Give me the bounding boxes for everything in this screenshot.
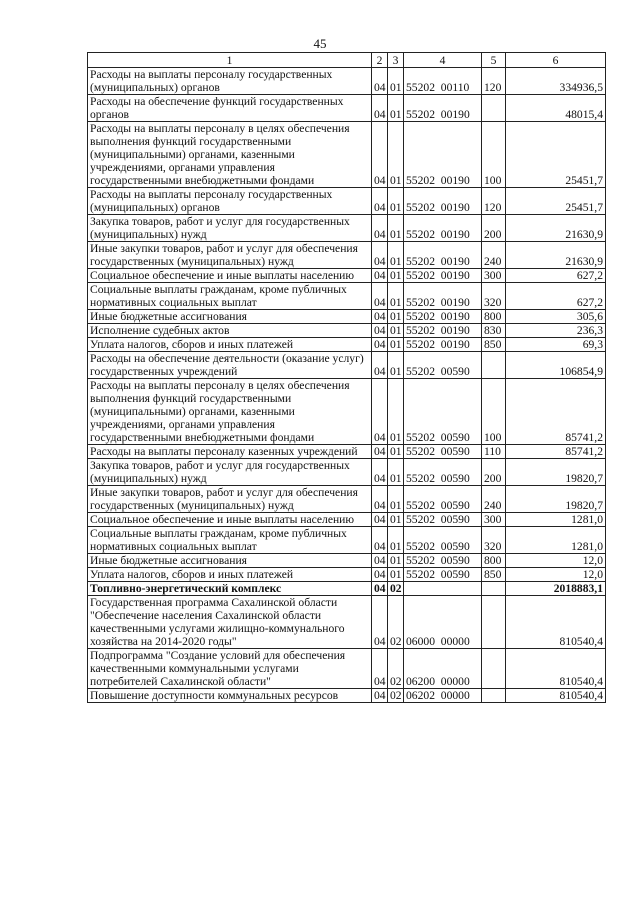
row-subsection: 01 — [388, 68, 404, 95]
row-expense-type: 120 — [482, 68, 506, 95]
row-target-code: 55202 00190 — [404, 242, 482, 269]
row-amount: 12,0 — [506, 554, 606, 568]
row-name: Расходы на выплаты персоналу казенных учреждений — [88, 445, 372, 459]
row-section: 04 — [372, 486, 388, 513]
row-target-code: 55202 00590 — [404, 459, 482, 486]
row-name: Социальные выплаты гражданам, кроме публичных нормативных социальных выплат — [88, 527, 372, 554]
row-name: Повышение доступности коммунальных ресурсов — [88, 689, 372, 703]
row-subsection: 02 — [388, 582, 404, 596]
row-subsection: 01 — [388, 310, 404, 324]
row-name: Государственная программа Сахалинской области "Обеспечение населения Сахалинской области качественными услугами жилищно-коммунального хозяйства на 2014-2020 годы" — [88, 596, 372, 649]
row-subsection: 01 — [388, 486, 404, 513]
table-row — [88, 310, 606, 324]
row-section: 04 — [372, 582, 388, 596]
row-section: 04 — [372, 554, 388, 568]
row-expense-type — [482, 582, 506, 596]
row-name: Расходы на обеспечение функций государственных органов — [88, 95, 372, 122]
row-expense-type: 800 — [482, 310, 506, 324]
row-name: Расходы на выплаты персоналу государственных (муниципальных) органов — [88, 188, 372, 215]
row-subsection: 01 — [388, 352, 404, 379]
row-name: Иные закупки товаров, работ и услуг для обеспечения государственных (муниципальных) нужд — [88, 486, 372, 513]
row-target-code: 55202 00190 — [404, 215, 482, 242]
row-section: 04 — [372, 324, 388, 338]
row-target-code: 55202 00590 — [404, 527, 482, 554]
table-row — [88, 596, 606, 649]
row-name: Закупка товаров, работ и услуг для государственных (муниципальных) нужд — [88, 215, 372, 242]
row-target-code: 55202 00190 — [404, 269, 482, 283]
row-target-code: 55202 00590 — [404, 379, 482, 445]
row-section: 04 — [372, 596, 388, 649]
row-expense-type: 320 — [482, 283, 506, 310]
row-section: 04 — [372, 310, 388, 324]
row-section: 04 — [372, 215, 388, 242]
header-col-2: 2 — [372, 53, 388, 68]
row-target-code — [404, 582, 482, 596]
row-amount: 19820,7 — [506, 486, 606, 513]
table-row — [88, 242, 606, 269]
row-target-code: 55202 00590 — [404, 554, 482, 568]
row-amount: 19820,7 — [506, 459, 606, 486]
row-expense-type: 850 — [482, 568, 506, 582]
row-section: 04 — [372, 379, 388, 445]
row-subsection: 01 — [388, 242, 404, 269]
table-row — [88, 215, 606, 242]
row-target-code: 55202 00190 — [404, 95, 482, 122]
row-amount: 12,0 — [506, 568, 606, 582]
row-expense-type: 100 — [482, 122, 506, 188]
row-subsection: 01 — [388, 568, 404, 582]
row-amount: 236,3 — [506, 324, 606, 338]
header-col-1: 1 — [88, 53, 372, 68]
row-target-code: 06000 00000 — [404, 596, 482, 649]
row-amount: 106854,9 — [506, 352, 606, 379]
row-amount: 21630,9 — [506, 242, 606, 269]
table-row — [88, 188, 606, 215]
row-expense-type — [482, 596, 506, 649]
row-amount: 627,2 — [506, 283, 606, 310]
header-col-4: 4 — [404, 53, 482, 68]
row-target-code: 55202 00590 — [404, 352, 482, 379]
row-expense-type: 240 — [482, 242, 506, 269]
row-name: Социальное обеспечение и иные выплаты населению — [88, 513, 372, 527]
row-subsection: 01 — [388, 379, 404, 445]
row-name: Расходы на обеспечение деятельности (оказание услуг) государственных учреждений — [88, 352, 372, 379]
table-row — [88, 269, 606, 283]
row-expense-type: 800 — [482, 554, 506, 568]
row-subsection: 01 — [388, 215, 404, 242]
row-name: Иные бюджетные ассигнования — [88, 554, 372, 568]
row-target-code: 55202 00190 — [404, 310, 482, 324]
header-col-6: 6 — [506, 53, 606, 68]
row-target-code: 55202 00590 — [404, 568, 482, 582]
row-amount: 85741,2 — [506, 445, 606, 459]
table-row — [88, 459, 606, 486]
row-amount: 48015,4 — [506, 95, 606, 122]
row-amount: 21630,9 — [506, 215, 606, 242]
row-expense-type: 300 — [482, 513, 506, 527]
row-amount: 810540,4 — [506, 689, 606, 703]
row-target-code: 55202 00110 — [404, 68, 482, 95]
row-subsection: 01 — [388, 324, 404, 338]
row-name: Социальные выплаты гражданам, кроме публичных нормативных социальных выплат — [88, 283, 372, 310]
row-expense-type: 200 — [482, 215, 506, 242]
table-row — [88, 338, 606, 352]
row-amount: 627,2 — [506, 269, 606, 283]
row-expense-type: 830 — [482, 324, 506, 338]
row-subsection: 01 — [388, 445, 404, 459]
row-expense-type: 110 — [482, 445, 506, 459]
table-row — [88, 689, 606, 703]
table-row — [88, 513, 606, 527]
row-name: Иные закупки товаров, работ и услуг для обеспечения государственных (муниципальных) нужд — [88, 242, 372, 269]
row-expense-type — [482, 689, 506, 703]
table-row — [88, 352, 606, 379]
row-name: Уплата налогов, сборов и иных платежей — [88, 338, 372, 352]
row-expense-type: 200 — [482, 459, 506, 486]
row-amount: 85741,2 — [506, 379, 606, 445]
row-section: 04 — [372, 188, 388, 215]
row-expense-type — [482, 352, 506, 379]
row-expense-type: 300 — [482, 269, 506, 283]
row-expense-type: 850 — [482, 338, 506, 352]
row-target-code: 06200 00000 — [404, 649, 482, 689]
row-subsection: 01 — [388, 459, 404, 486]
row-subsection: 01 — [388, 338, 404, 352]
row-amount: 305,6 — [506, 310, 606, 324]
budget-table — [87, 52, 606, 703]
row-section: 04 — [372, 649, 388, 689]
row-amount: 25451,7 — [506, 188, 606, 215]
table-row — [88, 649, 606, 689]
row-target-code: 55202 00190 — [404, 188, 482, 215]
table-row — [88, 527, 606, 554]
row-expense-type: 120 — [482, 188, 506, 215]
table-row — [88, 324, 606, 338]
row-name: Расходы на выплаты персоналу в целях обеспечения выполнения функций государственными (муниципальными) органами, казенными учреждениями, органами управления государственными внебюджетными фондами — [88, 122, 372, 188]
header-col-3: 3 — [388, 53, 404, 68]
row-amount: 334936,5 — [506, 68, 606, 95]
row-section: 04 — [372, 689, 388, 703]
row-name: Социальное обеспечение и иные выплаты населению — [88, 269, 372, 283]
row-subsection: 01 — [388, 527, 404, 554]
row-target-code: 55202 00590 — [404, 486, 482, 513]
row-target-code: 55202 00590 — [404, 513, 482, 527]
row-name: Расходы на выплаты персоналу в целях обеспечения выполнения функций государственными (муниципальными) органами, казенными учреждениями, органами управления государственными внебюджетными фондами — [88, 379, 372, 445]
row-amount: 810540,4 — [506, 649, 606, 689]
row-amount: 25451,7 — [506, 122, 606, 188]
row-name: Топливно-энергетический комплекс — [88, 582, 372, 596]
row-section: 04 — [372, 459, 388, 486]
row-subsection: 01 — [388, 283, 404, 310]
row-subsection: 02 — [388, 649, 404, 689]
header-col-5: 5 — [482, 53, 506, 68]
table-row — [88, 568, 606, 582]
row-section: 04 — [372, 95, 388, 122]
table-row — [88, 68, 606, 95]
row-target-code: 55202 00190 — [404, 324, 482, 338]
row-name: Иные бюджетные ассигнования — [88, 310, 372, 324]
row-target-code: 55202 00190 — [404, 122, 482, 188]
table-row — [88, 379, 606, 445]
row-subsection: 01 — [388, 122, 404, 188]
row-amount: 2018883,1 — [506, 582, 606, 596]
row-target-code: 06202 00000 — [404, 689, 482, 703]
table-row — [88, 283, 606, 310]
row-section: 04 — [372, 513, 388, 527]
row-subsection: 01 — [388, 269, 404, 283]
row-expense-type — [482, 95, 506, 122]
row-amount: 1281,0 — [506, 513, 606, 527]
row-section: 04 — [372, 527, 388, 554]
table-row — [88, 95, 606, 122]
row-name: Расходы на выплаты персоналу государственных (муниципальных) органов — [88, 68, 372, 95]
row-section: 04 — [372, 242, 388, 269]
row-name: Уплата налогов, сборов и иных платежей — [88, 568, 372, 582]
page-number: 45 — [313, 36, 327, 51]
row-expense-type: 320 — [482, 527, 506, 554]
row-subsection: 02 — [388, 689, 404, 703]
row-expense-type: 100 — [482, 379, 506, 445]
table-header-row — [88, 53, 606, 68]
row-section: 04 — [372, 269, 388, 283]
row-subsection: 01 — [388, 188, 404, 215]
row-section: 04 — [372, 352, 388, 379]
row-section: 04 — [372, 122, 388, 188]
row-name: Подпрограмма "Создание условий для обеспечения качественными коммунальными услугами потребителей Сахалинской области" — [88, 649, 372, 689]
row-target-code: 55202 00590 — [404, 445, 482, 459]
table-row — [88, 486, 606, 513]
row-section: 04 — [372, 283, 388, 310]
table-row — [88, 445, 606, 459]
row-section: 04 — [372, 338, 388, 352]
table-body — [88, 68, 606, 703]
row-subsection: 01 — [388, 554, 404, 568]
row-section: 04 — [372, 68, 388, 95]
row-section: 04 — [372, 568, 388, 582]
row-name: Исполнение судебных актов — [88, 324, 372, 338]
row-subsection: 02 — [388, 596, 404, 649]
row-target-code: 55202 00190 — [404, 338, 482, 352]
row-subsection: 01 — [388, 95, 404, 122]
row-amount: 1281,0 — [506, 527, 606, 554]
row-target-code: 55202 00190 — [404, 283, 482, 310]
table-row — [88, 582, 606, 596]
table-row — [88, 122, 606, 188]
row-name: Закупка товаров, работ и услуг для государственных (муниципальных) нужд — [88, 459, 372, 486]
table-row — [88, 554, 606, 568]
row-expense-type: 240 — [482, 486, 506, 513]
row-expense-type — [482, 649, 506, 689]
row-section: 04 — [372, 445, 388, 459]
row-subsection: 01 — [388, 513, 404, 527]
row-amount: 69,3 — [506, 338, 606, 352]
row-amount: 810540,4 — [506, 596, 606, 649]
